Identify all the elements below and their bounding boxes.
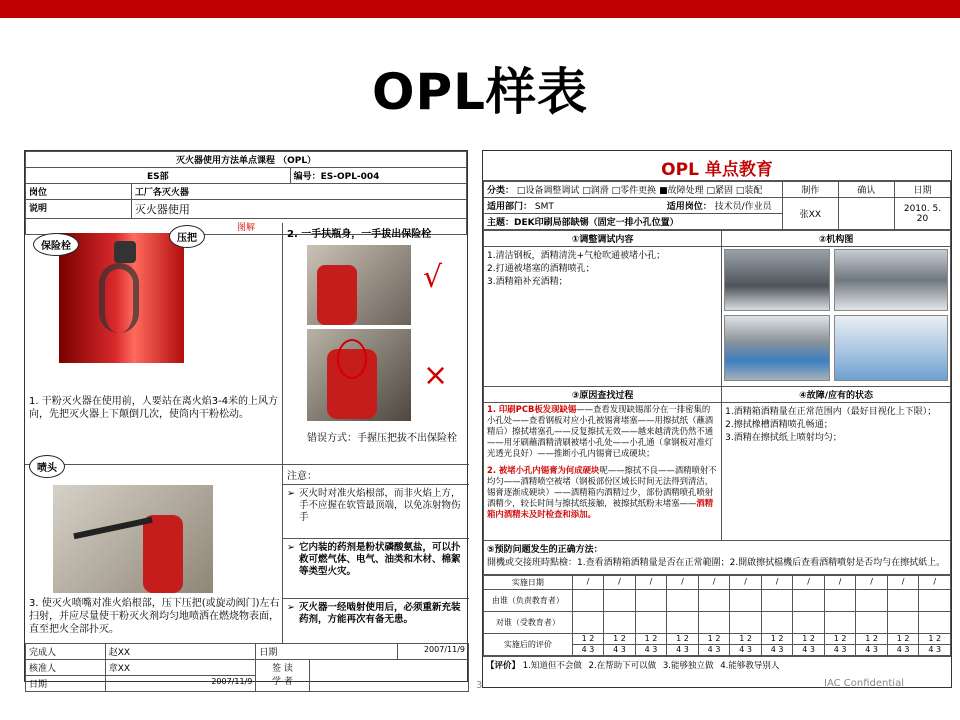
eval-top-2: 2: [589, 634, 595, 643]
eval-top-1: 1: [581, 634, 587, 643]
eval-bot-2: 3: [872, 645, 878, 654]
eval-bot-cell: [856, 645, 888, 656]
notice-label: 注意：: [283, 465, 469, 485]
sec3-p1-text: ——查看发现缺锡部分在一排密集的小孔处——查看钢板对应小孔被锡膏堵塞——用擦拭纸（蘸酒精后）擦拭堵塞孔——反复擦拭无效——越来越清洗仍然不通——用牙刷蘸酒精清刷被堵小孔处——小孔通（拿钢板对准灯光透光良好）——推断小孔内锡膏已成硬块；: [487, 404, 714, 458]
category-row: [484, 182, 783, 198]
eval-bot-2: 3: [809, 645, 815, 654]
row-date-label: 实施日期: [484, 576, 573, 590]
sec1-title: ①调整调试内容: [484, 231, 722, 247]
eval-bot-cell: [698, 645, 730, 656]
staff-label: 适用岗位：: [666, 202, 712, 212]
sheet-title: 灭火器使用方法单点课程 （OPL）: [26, 152, 467, 168]
category-adjust: □设备调整调试: [516, 186, 580, 196]
eval-top-cell: [667, 634, 699, 645]
sec5-content: [484, 541, 951, 575]
rating-label: 【评价】: [486, 661, 521, 671]
slide-title: OPL样表: [371, 63, 588, 121]
eval-top-2: 2: [809, 634, 815, 643]
eval-bot-2: 3: [935, 645, 942, 654]
eval-bot-2: 3: [589, 645, 595, 654]
callout-handle: 压把: [169, 225, 205, 248]
category-lube: □润滑: [582, 186, 609, 196]
diagram-label: 图解: [26, 219, 467, 235]
blank-cell: [730, 590, 762, 612]
sign-label: 签 读: [271, 664, 293, 674]
eval-bot-1: 4: [581, 645, 587, 654]
dept-row: [484, 198, 783, 214]
eval-top-2: 2: [904, 634, 910, 643]
arrow-icon: ➢: [287, 602, 295, 613]
eval-top-1: 1: [707, 634, 713, 643]
machine-photo-1: [724, 249, 830, 311]
machine-photo-2: [834, 249, 948, 311]
sec3-content: [484, 403, 722, 541]
eval-bot-1: 4: [613, 645, 619, 654]
blank-cell: [856, 590, 888, 612]
date-slash-cell: /: [887, 576, 919, 590]
eval-top-cell: [761, 634, 793, 645]
blank-cell: [730, 612, 762, 634]
sec5-title: ⑤预防问题发生的正确方法：: [487, 545, 603, 555]
eval-top-cell: [730, 634, 762, 645]
note-2-text: 它内装的药剂是粉状磷酸氨盐，可以扑救可燃气体、电气、油类和木材、棉絮等类型火灾。: [299, 542, 461, 577]
done-label: 完成人: [26, 644, 106, 660]
sec3-title: ③原因查找过程: [484, 387, 722, 403]
eval-bot-2: 3: [620, 645, 626, 654]
top-accent-bar: [0, 0, 960, 18]
blank-cell: [604, 590, 636, 612]
eval-top-2: 2: [935, 634, 942, 643]
blank-cell: [698, 590, 730, 612]
eval-top-1: 1: [613, 634, 619, 643]
eval-bot-2: 3: [904, 645, 910, 654]
note-1: [283, 485, 469, 539]
blank-cell: [667, 612, 699, 634]
eval-top-2: 2: [683, 634, 689, 643]
eval-top-2: 2: [620, 634, 626, 643]
blank-cell: [887, 612, 919, 634]
blank-cell: [793, 590, 825, 612]
opl-edu-title: OPL 单点教育: [661, 160, 773, 180]
rating-item-3: 3.能够独立做: [662, 661, 714, 671]
done-value: 赵XX: [105, 644, 256, 660]
eval-bot-2: 3: [683, 645, 689, 654]
confirm-value: [838, 198, 894, 230]
category-label: 分类：: [487, 186, 515, 196]
wrong-way-text: 错误方式：手握压把拔不出保险栓: [307, 433, 457, 444]
row-teacher-label: 由谁（负责教育者）: [484, 590, 573, 612]
blank-cell: [824, 612, 856, 634]
note-3: [283, 599, 469, 629]
sec4-line-2: 2.擦拭橡槽酒精喷孔畅通；: [725, 420, 833, 430]
extinguisher-photo-1: [59, 233, 184, 363]
row-eval-label: 实施后的评价: [484, 634, 573, 656]
date-slash-cell: /: [824, 576, 856, 590]
date-slash-cell: /: [761, 576, 793, 590]
eval-top-1: 1: [644, 634, 650, 643]
opl-education-sheet: [482, 150, 952, 688]
rating-item-1: 1.知道但不会做: [522, 661, 582, 671]
eval-bot-cell: [635, 645, 667, 656]
sec4-content: [722, 403, 951, 541]
check-mark-icon: √: [423, 260, 443, 295]
blank-cell: [698, 612, 730, 634]
eval-top-cell: [572, 634, 604, 645]
sec1-line-1: 1.清洁钢板，酒精清洗+气枪吹通被堵小孔；: [487, 251, 666, 261]
eval-bot-1: 4: [802, 645, 808, 654]
blank-cell: [919, 590, 951, 612]
page-number: 3: [476, 680, 483, 691]
eval-top-1: 1: [928, 634, 934, 643]
eval-bot-1: 4: [928, 645, 934, 654]
sec1-line-2: 2.打通被堵塞的酒精喷孔；: [487, 264, 595, 274]
col-date: 日期: [894, 182, 950, 198]
step1-text: 1. 干粉灭火器在使用前，人要站在离火焰3-4米的上风方向，先把灭火器上下颠倒几次，使筒内干粉松动。: [29, 396, 279, 420]
eval-top-2: 2: [841, 634, 847, 643]
eval-top-cell: [856, 634, 888, 645]
eval-top-cell: [698, 634, 730, 645]
eval-top-1: 1: [739, 634, 745, 643]
blank-cell: [572, 590, 604, 612]
machine-photo-4: [834, 315, 948, 381]
eval-bot-cell: [761, 645, 793, 656]
step3-text: 3. 使灭火喷嘴对准火焰根部，压下压把(或旋动阀门)左右扫射，并应尽量使干粉灭火剂均匀地喷洒在燃烧物表面，直至把火全部扑灭。: [29, 598, 280, 635]
category-parts: □零件更换: [611, 186, 657, 196]
eval-bot-2: 3: [841, 645, 847, 654]
eval-bot-1: 4: [644, 645, 650, 654]
date-label-right: 日期: [256, 644, 398, 660]
eval-top-1: 1: [770, 634, 776, 643]
eval-top-cell: [793, 634, 825, 645]
eval-top-1: 1: [865, 634, 871, 643]
reviewer-value: 章XX: [105, 660, 256, 676]
eval-bot-1: 4: [770, 645, 776, 654]
eval-top-2: 2: [778, 634, 784, 643]
eval-bot-cell: [887, 645, 919, 656]
blank-cell: [919, 612, 951, 634]
step2-photo-wrong: [307, 329, 411, 421]
note-3-text: 灭火器一经啮射使用后，必须重新充装药剂，方能再次有备无患。: [299, 602, 461, 625]
blank-cell: [635, 612, 667, 634]
cross-mark-icon: ×: [423, 358, 449, 393]
desc-value: 灭火器使用: [131, 200, 466, 219]
eval-bot-cell: [604, 645, 636, 656]
eval-bot-1: 4: [896, 645, 902, 654]
category-assemble: □装配: [735, 186, 763, 196]
date-slash-cell: /: [572, 576, 604, 590]
eval-bot-1: 4: [676, 645, 682, 654]
eval-bot-2: 3: [652, 645, 658, 654]
implementation-table: [483, 575, 951, 656]
sec2-diagram: [722, 247, 951, 387]
fire-extinguisher-opl-sheet: [24, 150, 468, 690]
row-student-label: 对谁（受教育者）: [484, 612, 573, 634]
dept-value: SMT: [534, 202, 554, 212]
eval-bot-2: 3: [746, 645, 752, 654]
sign-label-2: 学 者: [271, 677, 293, 687]
eval-bot-cell: [730, 645, 762, 656]
sec1-content: [484, 247, 722, 387]
date-slash-cell: /: [793, 576, 825, 590]
date-slash-cell: /: [635, 576, 667, 590]
eval-bot-cell: [824, 645, 856, 656]
sec4-title: ④故障/应有的状态: [722, 387, 951, 403]
sign-cell: [256, 660, 309, 692]
staff-value: 技术员/作业员: [714, 202, 772, 212]
blank-cell: [856, 612, 888, 634]
callout-safety-pin: 保险栓: [33, 233, 79, 256]
step2-photo-correct: [307, 245, 411, 325]
sec3-p1-heading: 1. 印刷PCB板发现缺锡: [487, 404, 577, 414]
machine-photo-3: [724, 315, 830, 381]
eval-top-cell: [824, 634, 856, 645]
sec4-line-1: 1.酒精箱酒精量在正常范围内（最好目视化上下限）；: [725, 407, 937, 417]
category-fault: ■故障处理: [659, 186, 704, 196]
maker-value: 张XX: [782, 198, 838, 230]
extinguisher-photo-3: [53, 485, 213, 593]
eval-top-cell: [887, 634, 919, 645]
eval-top-2: 2: [746, 634, 752, 643]
code-cell: 编号：ES-OPL-004: [290, 168, 466, 184]
eval-top-cell: [604, 634, 636, 645]
sec2-title: ②机构图: [722, 231, 951, 247]
note-2: [283, 539, 469, 599]
eval-bot-1: 4: [833, 645, 839, 654]
category-fasten: □紧固: [706, 186, 733, 196]
arrow-icon: ➢: [287, 488, 295, 499]
reviewer-label: 核准人: [26, 660, 106, 676]
arrow-icon: ➢: [287, 542, 295, 553]
post-value: 工厂各灭火器: [131, 184, 466, 200]
eval-bot-1: 4: [865, 645, 871, 654]
desc-label: 说明: [26, 200, 132, 219]
blank-cell: [887, 590, 919, 612]
eval-top-2: 2: [715, 634, 721, 643]
sec3-p2-heading: 2. 被堵小孔内锡膏为何成硬块: [487, 465, 600, 475]
eval-bot-1: 4: [707, 645, 713, 654]
rating-item-2: 2.在帮助下可以做: [588, 661, 657, 671]
eval-bot-2: 3: [778, 645, 784, 654]
eval-bot-2: 3: [715, 645, 721, 654]
date-slash-cell: /: [667, 576, 699, 590]
eval-top-2: 2: [652, 634, 658, 643]
eval-bot-cell: [667, 645, 699, 656]
eval-top-1: 1: [833, 634, 839, 643]
col-confirm: 确认: [838, 182, 894, 198]
eval-top-2: 2: [872, 634, 878, 643]
blank-cell: [761, 612, 793, 634]
dept-cell: ES部: [26, 168, 291, 184]
sec1-line-3: 3.酒精箱补充酒精；: [487, 277, 568, 287]
blank-cell: [572, 612, 604, 634]
date-slash-cell: /: [919, 576, 951, 590]
rating-item-4: 4.能够教导别人: [720, 661, 780, 671]
blank-cell: [604, 612, 636, 634]
blank-cell: [793, 612, 825, 634]
blank-cell: [824, 590, 856, 612]
blank-cell: [667, 590, 699, 612]
sign-space: [309, 660, 469, 692]
eval-bot-1: 4: [739, 645, 745, 654]
date-value-right: 2007/11/9: [398, 644, 469, 660]
date-slash-cell: /: [698, 576, 730, 590]
dept-label: 适用部门：: [487, 202, 533, 212]
eval-top-cell: [919, 634, 951, 645]
rating-row: [483, 656, 951, 670]
eval-top-1: 1: [676, 634, 682, 643]
eval-bot-cell: [793, 645, 825, 656]
sec4-line-3: 3.酒精在擦拭纸上喷射均匀；: [725, 433, 842, 443]
blank-cell: [761, 590, 793, 612]
date-slash-cell: /: [856, 576, 888, 590]
eval-top-1: 1: [896, 634, 902, 643]
callout-nozzle: 喷头: [29, 455, 65, 478]
date-slash-cell: /: [730, 576, 762, 590]
subject: 主题：DEK印刷局部缺锡（固定一排小孔位置）: [484, 214, 783, 230]
col-make: 制作: [782, 182, 838, 198]
date-value: 2010. 5. 20: [894, 198, 950, 230]
sec5-text: 開機或交接班時點檢：1.查看酒精箱酒精量是否在正常範圍；2.開啟擦拭檔機后查看酒精噴射是否均勻在擦拭紙上。: [487, 558, 946, 568]
sec3-p2-conclusion: 酒精箱内酒精未及时检查和添加。: [487, 498, 714, 519]
confidential-watermark: IAC Confidential: [824, 678, 904, 689]
eval-bot-cell: [572, 645, 604, 656]
date-slash-cell: /: [604, 576, 636, 590]
date-value: 2007/11/9: [105, 676, 256, 692]
eval-top-cell: [635, 634, 667, 645]
sec3-p2-text: 呢——擦拭不良——酒精喷射不均匀——酒精喷空被堵（钢板部份区域长时间无法得到清洁，锡膏逐渐成硬块）——酒精箱内酒精过少，部份酒精喷孔喷射酒精少，较长时间与擦拭纸接触，被擦拭纸粉末堵塞——: [487, 465, 717, 508]
eval-bot-cell: [919, 645, 951, 656]
step2-text: 2. 一手扶瓶身，一手拔出保险栓: [287, 229, 432, 240]
eval-top-1: 1: [802, 634, 808, 643]
blank-cell: [635, 590, 667, 612]
note-1-text: 灭火时对准火焰根部，而非火焰上方，手不应握在软管最顶端，以免冻射物伤手: [299, 488, 461, 523]
post-label: 岗位: [26, 184, 132, 200]
date-label: 日期: [26, 676, 106, 692]
